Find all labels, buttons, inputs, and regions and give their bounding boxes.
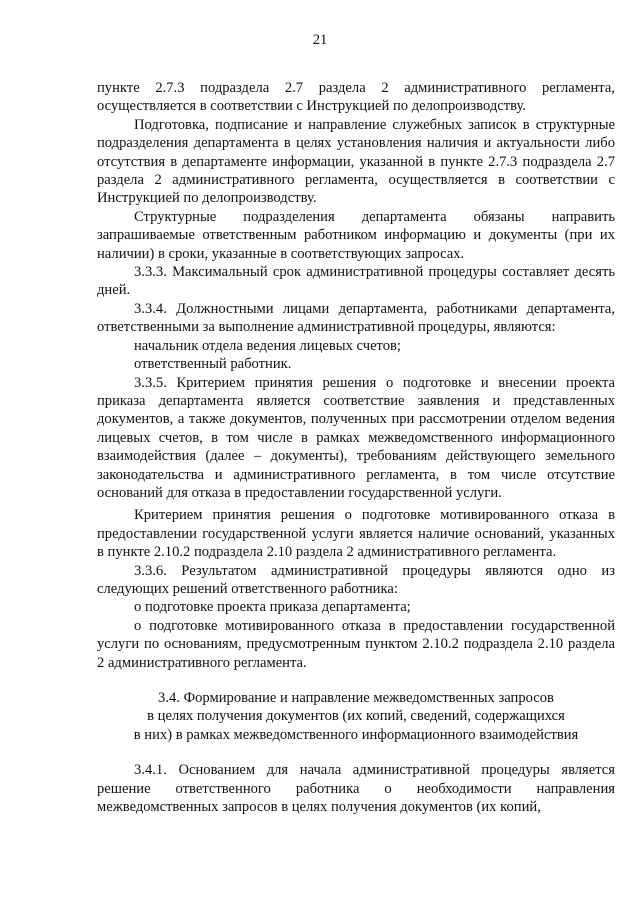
paragraph: 3.3.3. Максимальный срок административной процедуры составляет десять дней. (97, 264, 615, 299)
list-item: о подготовке проекта приказа департамента; (134, 599, 411, 616)
document-body (97, 79, 615, 816)
paragraph: 3.3.6. Результатом административной процедуры являются одно из следующих решений ответственного работника: (97, 562, 615, 597)
paragraph: Подготовка, подписание и направление служебных записок в структурные подразделения департамента в целях установления наличия и актуальности либо отсутствия в департаменте информации, указанной в пункте 2.7.3 подраздела 2.7 раздела 2 административного регламента, осуществляется в соответствии с Инструкцией по делопроизводству. (97, 116, 615, 207)
section-heading-line: в них) в рамках межведомственного информационного взаимодействия (133, 726, 579, 743)
paragraph: 3.3.5. Критерием принятия решения о подготовке и внесении проекта приказа департамента является соответствие заявления и представленных документов, а также документов, полученных при рассмотрении отделом ведения лицевых счетов, в том числе в рамках межведомственного информационного взаимодействия (далее – документы), требованиям действующего земельного законодательства и административного регламента, в том числе отсутствие оснований для отказа в предоставлении государственной услуги. (97, 374, 615, 501)
section-heading-line: в целях получения документов (их копий, сведений, содержащихся (147, 708, 565, 725)
paragraph: 3.3.4. Должностными лицами департамента, работниками департамента, ответственными за выполнение административной процедуры, являются: (97, 300, 615, 336)
list-item: ответственный работник. (134, 356, 292, 373)
paragraph: пункте 2.7.3 подраздела 2.7 раздела 2 административного регламента, осуществляется в соответствии с Инструкцией по делопроизводству. (97, 80, 615, 115)
page-number: 21 (312, 32, 328, 48)
list-item: начальник отдела ведения лицевых счетов; (134, 337, 401, 354)
paragraph: Критерием принятия решения о подготовке мотивированного отказа в предоставлении государственной услуги является наличие оснований, указанных в пункте 2.10.2 подраздела 2.10 раздела 2 административного регламента. (97, 507, 615, 561)
list-item: о подготовке мотивированного отказа в предоставлении государственной услуги по основаниям, предусмотренным пунктом 2.10.2 подраздела 2.10 раздела 2 административного регламента. (97, 617, 615, 671)
paragraph: 3.4.1. Основанием для начала административной процедуры является решение ответственного работника о необходимости направления межведомственных запросов в целях получения документов (их копий, (97, 762, 615, 816)
section-heading-line: 3.4. Формирование и направление межведомственных запросов (158, 690, 554, 706)
spacer (97, 744, 615, 761)
section-heading (97, 689, 615, 744)
paragraph: Структурные подразделения департамента обязаны направить запрашиваемые ответственным работником информацию и документы (при их наличии) в сроки, указанные в соответствующих запросах. (97, 208, 615, 262)
spacer (97, 672, 615, 689)
